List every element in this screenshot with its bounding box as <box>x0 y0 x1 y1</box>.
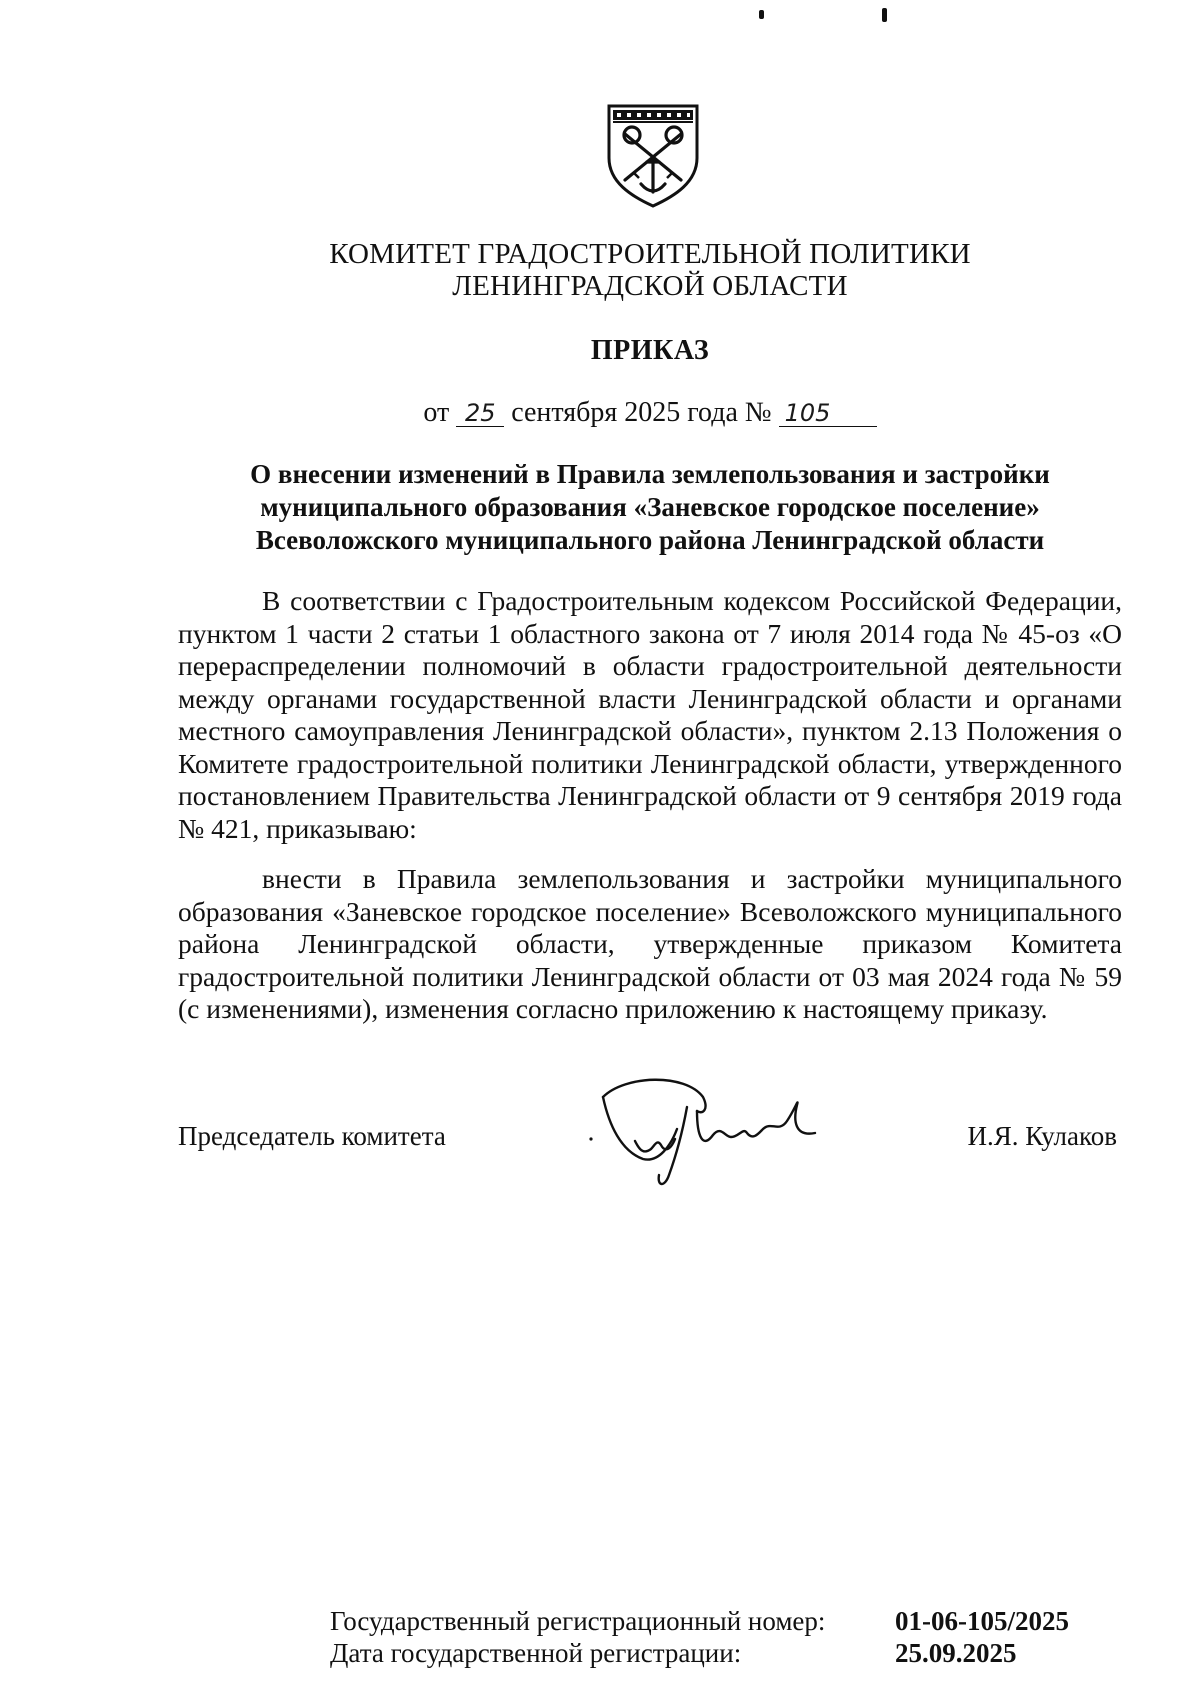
scan-mark <box>882 8 887 22</box>
organization-name: КОМИТЕТ ГРАДОСТРОИТЕЛЬНОЙ ПОЛИТИКИ <box>329 238 971 270</box>
signatory-name: И.Я. Кулаков <box>967 1121 1117 1151</box>
body-paragraph-order: внести в Правила землепользования и застройки муниципального образования «Заневское городское поселение» Всеволожского муниципального района Ленинградской области, утвержденные приказом Комитета градостроительной политики Ленинградской области от 03 мая 2024 года № 59 (с изменениями), изменения согласно приложению к настоящему приказу. <box>178 863 1122 1024</box>
coat-of-arms-icon <box>603 100 703 210</box>
document-title-line: Всеволожского муниципального района Ленинградской области <box>255 525 1045 555</box>
body-paragraph-basis: В соответствии с Градостроительным кодексом Российской Федерации, пунктом 1 части 2 статьи 1 областного закона от 7 июля 2014 года № 45-оз «О перераспределении полномочий в области градостроительной деятельности между органами государственной власти Ленинградской области и органами местного самоуправления Ленинградской области», пунктом 2.13 Положения о Комитете градостроительной политики Ленинградской области, утвержденного постановлением Правительства Ленинградской области от 9 сентября 2019 года № 421, приказываю: <box>178 585 1122 844</box>
scan-mark <box>759 10 764 19</box>
signatory-position: Председатель комитета <box>178 1121 446 1151</box>
document-type: ПРИКАЗ <box>590 335 710 366</box>
order-date-number <box>300 397 1000 429</box>
order-number-handwritten: 105 <box>779 400 877 427</box>
order-prefix: от <box>423 397 450 428</box>
document-title-line: муниципального образования «Заневское городское поселение» <box>260 492 1040 522</box>
order-month-year: сентября 2025 года № <box>511 397 772 428</box>
registration-number-value: 01-06-105/2025 <box>895 1606 1069 1636</box>
order-day-handwritten: 25 <box>456 400 504 427</box>
organization-region: ЛЕНИНГРАДСКОЙ ОБЛАСТИ <box>452 270 848 302</box>
registration-date-value: 25.09.2025 <box>895 1638 1017 1668</box>
registration-number-label: Государственный регистрационный номер: <box>330 1606 826 1636</box>
document-title-line: О внесении изменений в Правила землепользования и застройки <box>250 459 1050 489</box>
registration-date-label: Дата государственной регистрации: <box>330 1638 742 1668</box>
